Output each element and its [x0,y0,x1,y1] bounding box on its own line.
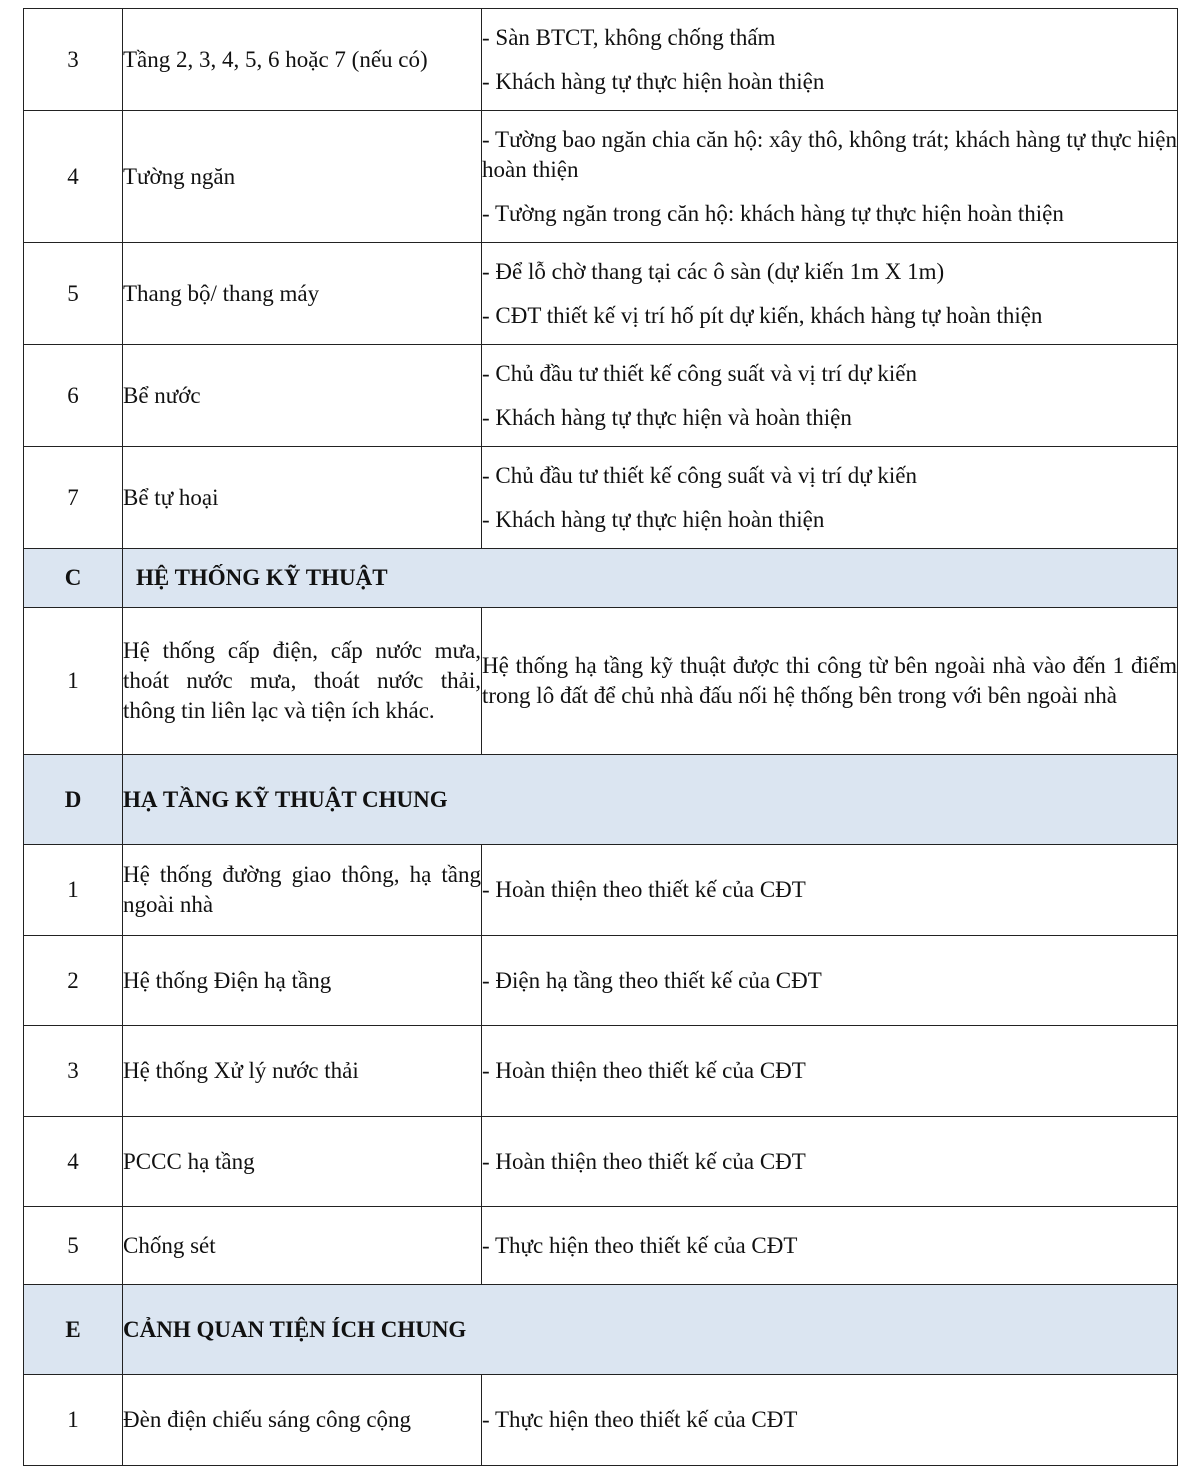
table-row [24,1375,1178,1466]
section-code: E [24,1285,123,1375]
item-name: Bể nước [123,345,482,447]
item-description [482,608,1178,755]
section-header-d [24,755,1178,845]
item-name: Thang bộ/ thang máy [123,243,482,345]
section-title: HỆ THỐNG KỸ THUẬT [123,549,1178,608]
item-name: Tường ngăn [123,111,482,243]
row-number: 3 [24,1026,123,1117]
item-description [482,111,1178,243]
item-name: Chống sét [123,1207,482,1285]
item-name: PCCC hạ tầng [123,1117,482,1207]
row-number: 4 [24,1117,123,1207]
item-description: - Điện hạ tầng theo thiết kế của CĐT [482,936,1178,1026]
item-name: Hệ thống Xử lý nước thải [123,1026,482,1117]
item-name: Hệ thống Điện hạ tầng [123,936,482,1026]
item-description: - Hoàn thiện theo thiết kế của CĐT [482,845,1178,936]
description-line: - Khách hàng tự thực hiện hoàn thiện [482,506,825,532]
table-row [24,1207,1178,1285]
section-header-c [24,549,1178,608]
table-row [24,608,1178,755]
row-number: 3 [24,9,123,111]
item-description [482,345,1178,447]
row-number: 7 [24,447,123,549]
item-description [482,243,1178,345]
row-number: 1 [24,1375,123,1466]
row-number: 5 [24,243,123,345]
table-row [24,243,1178,345]
row-number: 1 [24,608,123,755]
table-row [24,1117,1178,1207]
table-row [24,1026,1178,1117]
item-name: Tầng 2, 3, 4, 5, 6 hoặc 7 (nếu có) [123,9,482,111]
description-line: Hệ thống hạ tầng kỹ thuật được thi công từ bên ngoài nhà vào đến 1 điểm trong lô đất để chủ nhà đấu nối hệ thống bên trong với bên ngoài nhà [482,653,1177,708]
description-line: - Khách hàng tự thực hiện hoàn thiện [482,68,825,94]
table-row [24,345,1178,447]
description-line: - Khách hàng tự thực hiện và hoàn thiện [482,404,852,430]
item-name: Đèn điện chiếu sáng công cộng [123,1375,482,1466]
item-name: Hệ thống cấp điện, cấp nước mưa, thoát nước mưa, thoát nước thải, thông tin liên lạc và tiện ích khác. [123,608,482,755]
description-line: - Tường bao ngăn chia căn hộ: xây thô, không trát; khách hàng tự thực hiện hoàn thiện [482,126,1177,182]
item-description [482,447,1178,549]
table-row [24,936,1178,1026]
description-line: - Để lỗ chờ thang tại các ô sàn (dự kiến 1m X 1m) [482,258,945,284]
item-description: - Hoàn thiện theo thiết kế của CĐT [482,1026,1178,1117]
section-code: D [24,755,123,845]
description-line: - CĐT thiết kế vị trí hố pít dự kiến, khách hàng tự hoàn thiện [482,302,1043,328]
section-code: C [24,549,123,608]
section-title: CẢNH QUAN TIỆN ÍCH CHUNG [123,1285,1178,1375]
description-line: - Sàn BTCT, không chống thấm [482,24,776,50]
description-line: - Tường ngăn trong căn hộ: khách hàng tự thực hiện hoàn thiện [482,200,1064,226]
item-description [482,9,1178,111]
specification-table [23,8,1178,1466]
item-description: - Thực hiện theo thiết kế của CĐT [482,1207,1178,1285]
table-row [24,9,1178,111]
description-line: - Chủ đầu tư thiết kế công suất và vị trí dự kiến [482,360,918,386]
description-line: - Chủ đầu tư thiết kế công suất và vị trí dự kiến [482,462,918,488]
table-row [24,845,1178,936]
table-row [24,447,1178,549]
row-number: 1 [24,845,123,936]
row-number: 4 [24,111,123,243]
row-number: 5 [24,1207,123,1285]
section-title: HẠ TẦNG KỸ THUẬT CHUNG [123,755,1178,845]
row-number: 2 [24,936,123,1026]
item-name: Bể tự hoại [123,447,482,549]
item-description: - Hoàn thiện theo thiết kế của CĐT [482,1117,1178,1207]
table-row [24,111,1178,243]
item-description: - Thực hiện theo thiết kế của CĐT [482,1375,1178,1466]
item-name: Hệ thống đường giao thông, hạ tầng ngoài nhà [123,845,482,936]
section-header-e [24,1285,1178,1375]
row-number: 6 [24,345,123,447]
